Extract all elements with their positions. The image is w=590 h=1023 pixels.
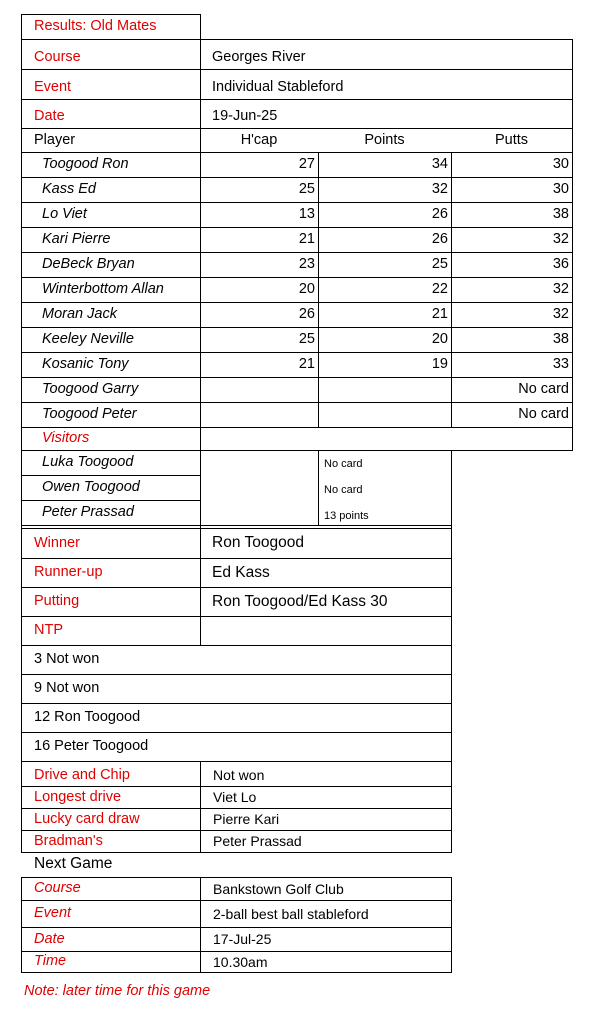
player-putts: 32 <box>552 281 569 298</box>
player-hcap: 21 <box>298 356 315 373</box>
player-points: 25 <box>431 256 448 273</box>
player-putts: 36 <box>552 256 569 273</box>
player-name: Winterbottom Allan <box>42 281 164 298</box>
column-header-putts: Putts <box>494 131 529 148</box>
grid-line <box>21 972 451 973</box>
grid-line <box>21 450 573 451</box>
grid-line <box>21 128 573 129</box>
column-header-hcap: H'cap <box>240 131 278 148</box>
grid-line <box>21 674 451 675</box>
visitor-name: Peter Prassad <box>42 504 134 521</box>
next-event-value: 2-ball best ball stableford <box>213 905 369 922</box>
player-name: Keeley Neville <box>42 331 134 348</box>
player-putts: 32 <box>552 231 569 248</box>
next-event-label: Event <box>34 905 72 922</box>
grid-line <box>318 450 319 525</box>
grid-line <box>21 500 201 501</box>
grid-line <box>21 951 451 952</box>
grid-line <box>21 427 573 428</box>
event-value: Individual Stableford <box>212 78 344 95</box>
putting-label: Putting <box>34 593 80 610</box>
player-points: 32 <box>431 181 448 198</box>
grid-line <box>21 808 451 809</box>
next-course-value: Bankstown Golf Club <box>213 880 344 897</box>
player-name: Toogood Ron <box>42 156 129 173</box>
grid-line <box>200 14 201 645</box>
next-course-label: Course <box>34 880 81 897</box>
player-hcap: 13 <box>298 206 315 223</box>
extra-value: Viet Lo <box>213 789 257 805</box>
player-putts: 38 <box>552 331 569 348</box>
grid-line <box>21 69 573 70</box>
course-label: Course <box>34 48 81 65</box>
player-name: Kass Ed <box>42 181 96 198</box>
ntp-item: 16 Peter Toogood <box>34 738 149 755</box>
next-time-value: 10.30am <box>213 953 268 970</box>
player-name: Toogood Garry <box>42 381 139 398</box>
player-putts: No card <box>518 406 569 423</box>
grid-line <box>21 558 451 559</box>
visitor-note: No card <box>324 458 363 470</box>
grid-line <box>21 786 451 787</box>
ntp-item: 3 Not won <box>34 651 100 668</box>
ntp-item: 12 Ron Toogood <box>34 709 141 726</box>
date-label: Date <box>34 107 65 124</box>
grid-line <box>451 152 452 427</box>
winner-value: Ron Toogood <box>212 534 304 552</box>
extra-label: Bradman's <box>34 832 103 849</box>
player-name: Moran Jack <box>42 306 117 323</box>
grid-line <box>21 587 451 588</box>
grid-line <box>21 14 201 15</box>
grid-line <box>21 852 451 853</box>
grid-line <box>21 900 451 901</box>
player-name: Lo Viet <box>42 206 87 223</box>
grid-line <box>21 277 573 278</box>
grid-line <box>21 352 573 353</box>
player-hcap: 27 <box>298 156 315 173</box>
player-putts: 38 <box>552 206 569 223</box>
player-points: 22 <box>431 281 448 298</box>
player-name: Kari Pierre <box>42 231 111 248</box>
runner-up-value: Ed Kass <box>212 563 270 581</box>
grid-line <box>21 645 451 646</box>
grid-line <box>21 327 573 328</box>
visitor-name: Owen Toogood <box>42 479 140 496</box>
grid-line <box>21 703 451 704</box>
next-time-label: Time <box>34 953 67 970</box>
next-date-label: Date <box>34 930 65 947</box>
extra-label: Longest drive <box>34 788 122 805</box>
player-putts: 32 <box>552 306 569 323</box>
player-putts: 33 <box>552 356 569 373</box>
player-points: 21 <box>431 306 448 323</box>
player-hcap: 25 <box>298 331 315 348</box>
player-points: 26 <box>431 231 448 248</box>
player-putts: 30 <box>552 181 569 198</box>
grid-line <box>21 927 451 928</box>
player-putts: 30 <box>552 156 569 173</box>
player-hcap: 20 <box>298 281 315 298</box>
player-points: 19 <box>431 356 448 373</box>
grid-line <box>21 227 573 228</box>
player-points <box>318 402 451 427</box>
course-value: Georges River <box>212 48 306 65</box>
grid-line <box>21 152 573 153</box>
visitor-note: 13 points <box>324 510 369 522</box>
grid-line <box>21 99 573 100</box>
date-value: 19-Jun-25 <box>212 107 278 124</box>
grid-line <box>21 525 451 526</box>
player-putts: No card <box>518 381 569 398</box>
player-points: 20 <box>431 331 448 348</box>
grid-line <box>451 450 452 853</box>
extra-value: Not won <box>213 767 265 783</box>
event-label: Event <box>34 78 72 95</box>
player-points: 34 <box>431 156 448 173</box>
visitor-name: Luka Toogood <box>42 454 134 471</box>
column-header-player: Player <box>34 131 76 148</box>
grid-line <box>200 761 201 853</box>
grid-line <box>21 616 451 617</box>
grid-line <box>21 528 451 529</box>
grid-line <box>21 475 201 476</box>
player-hcap: 26 <box>298 306 315 323</box>
sheet-title: Results: Old Mates <box>34 18 157 35</box>
player-points <box>318 377 451 402</box>
next-game-heading: Next Game <box>34 855 113 873</box>
grid-line <box>200 877 201 973</box>
extra-label: Lucky card draw <box>34 810 140 827</box>
player-hcap <box>200 402 318 427</box>
grid-line <box>21 877 22 973</box>
column-header-points: Points <box>364 131 405 148</box>
grid-line <box>21 14 22 853</box>
grid-line <box>21 252 573 253</box>
visitor-note: No card <box>324 484 363 496</box>
extra-value: Peter Prassad <box>213 833 302 849</box>
grid-line <box>21 732 451 733</box>
grid-line <box>21 830 451 831</box>
grid-line <box>21 177 573 178</box>
player-name: DeBeck Bryan <box>42 256 135 273</box>
grid-line <box>21 877 451 878</box>
player-name: Kosanic Tony <box>42 356 129 373</box>
putting-value: Ron Toogood/Ed Kass 30 <box>212 592 388 610</box>
grid-line <box>318 152 319 427</box>
extra-label: Drive and Chip <box>34 766 130 783</box>
grid-line <box>21 39 573 40</box>
grid-line <box>21 202 573 203</box>
grid-line <box>21 302 573 303</box>
extra-value: Pierre Kari <box>213 811 280 827</box>
grid-line <box>572 39 573 451</box>
player-points: 26 <box>431 206 448 223</box>
runner-up-label: Runner-up <box>34 564 103 581</box>
next-date-value: 17-Jul-25 <box>213 931 272 947</box>
ntp-label: NTP <box>34 622 63 639</box>
grid-line <box>21 402 573 403</box>
ntp-item: 9 Not won <box>34 680 100 697</box>
winner-label: Winner <box>34 534 80 551</box>
player-hcap: 25 <box>298 181 315 198</box>
player-name: Toogood Peter <box>42 406 137 423</box>
grid-line <box>451 877 452 973</box>
player-hcap <box>200 377 318 402</box>
visitors-label: Visitors <box>42 430 90 447</box>
player-hcap: 23 <box>298 256 315 273</box>
grid-line <box>21 377 573 378</box>
grid-line <box>21 761 451 762</box>
footnote: Note: later time for this game <box>24 982 211 999</box>
player-hcap: 21 <box>298 231 315 248</box>
